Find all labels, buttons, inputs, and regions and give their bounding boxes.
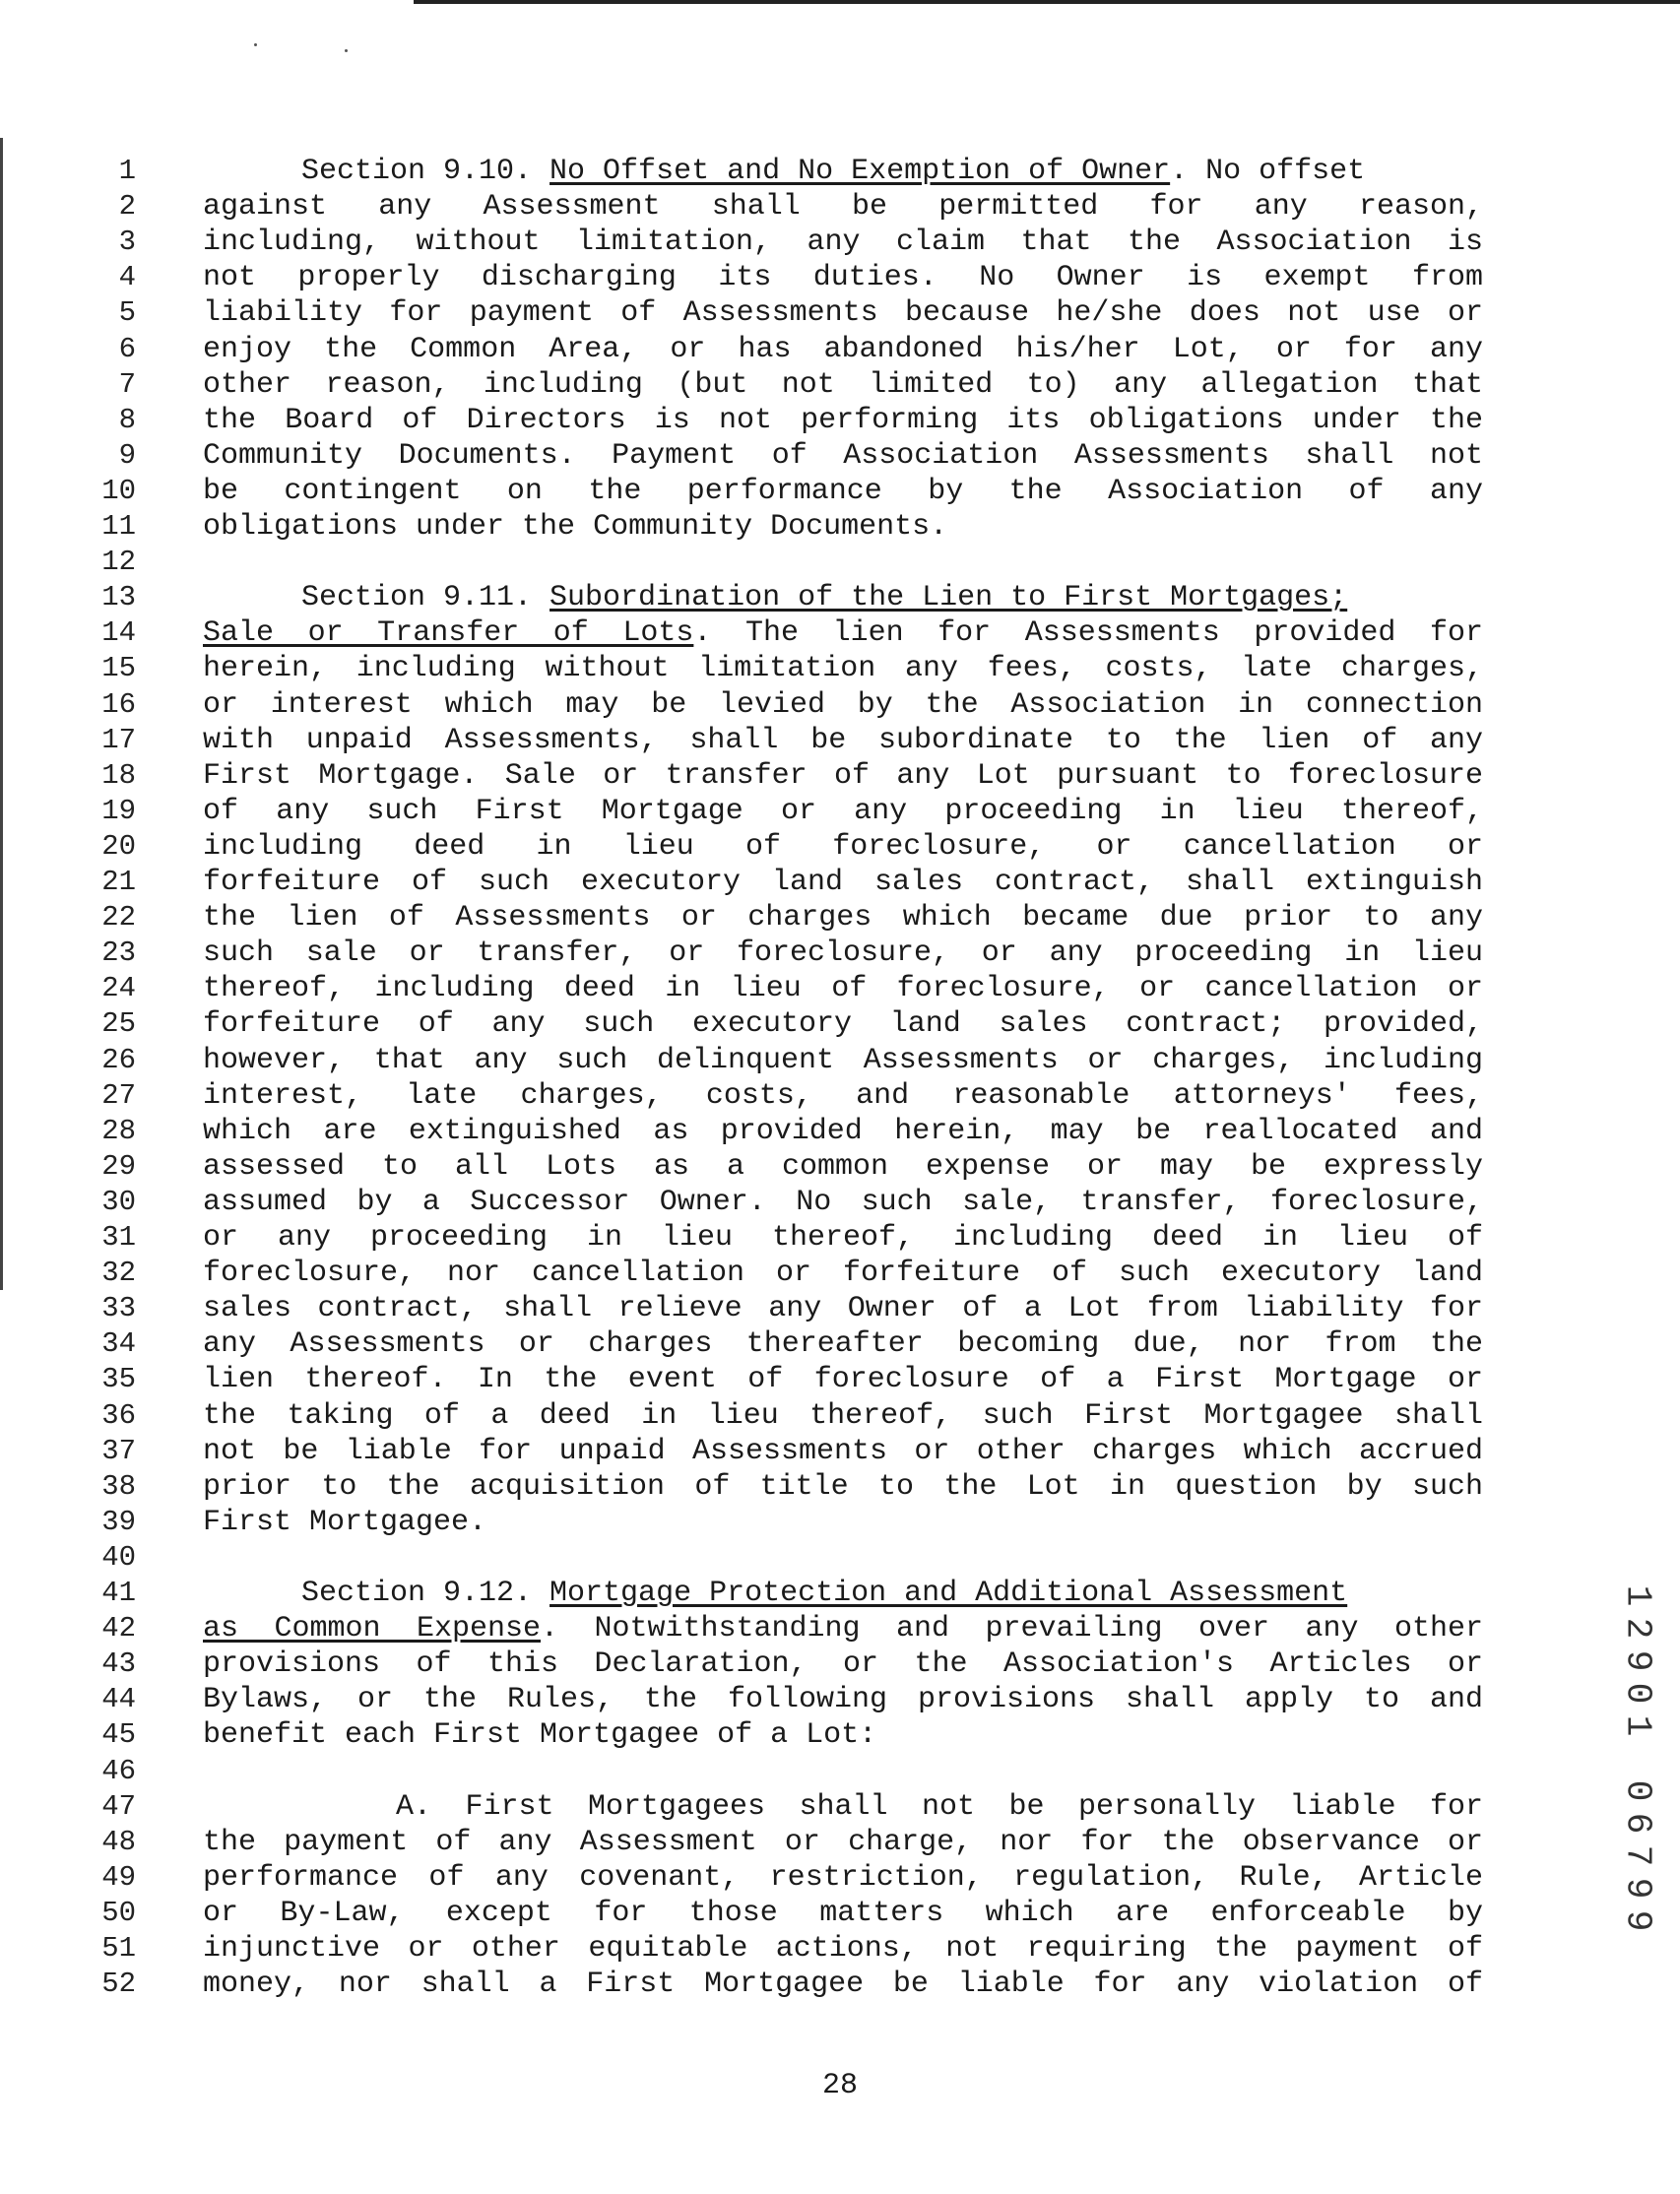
line-number: 3 [118, 226, 136, 259]
document-line [0, 1717, 1680, 1753]
line-text: assumed by a Successor Owner. No such sale, transfer, foreclosure, [203, 1185, 1483, 1219]
line-number: 24 [101, 972, 136, 1005]
line-text: assessed to all Lots as a common expense or may be expressly [203, 1149, 1483, 1184]
line-text: performance of any covenant, restriction, regulation, Rule, Article [203, 1860, 1483, 1895]
line-text: herein, including without limitation any fees, costs, late charges, [203, 652, 1483, 686]
line-segment: Section 9.12. [301, 1577, 550, 1610]
line-number: 17 [101, 723, 136, 756]
line-number: 41 [101, 1577, 136, 1609]
line-text: the Board of Directors is not performing its obligations under the [203, 403, 1483, 437]
line-text: the taking of a deed in lieu thereof, such First Mortgagee shall [203, 1398, 1483, 1433]
document-line [0, 1362, 1680, 1397]
document-line [0, 900, 1680, 936]
line-number: 25 [101, 1007, 136, 1041]
line-number: 31 [101, 1221, 136, 1254]
section-heading: Subordination of the Lien to First Mortgages; [549, 581, 1348, 615]
document-line [0, 723, 1680, 758]
line-number: 29 [101, 1149, 136, 1183]
section-heading: Sale or Transfer of Lots [203, 616, 694, 651]
line-number: 34 [101, 1327, 136, 1361]
document-line [0, 438, 1680, 474]
document-line [0, 1540, 1680, 1576]
document-line [0, 1291, 1680, 1326]
line-text: provisions of this Declaration, or the Association's Articles or [203, 1647, 1483, 1682]
document-line [0, 474, 1680, 509]
line-text: which are extinguished as provided herein, may be reallocated and [203, 1114, 1483, 1148]
document-line [0, 1789, 1680, 1825]
document-line [0, 1149, 1680, 1185]
line-number: 13 [101, 581, 136, 614]
document-line [0, 758, 1680, 794]
document-line [0, 225, 1680, 260]
line-text: of any such First Mortgage or any proceeding in lieu thereof, [203, 794, 1483, 828]
line-number: 46 [101, 1754, 136, 1787]
line-number: 19 [101, 794, 136, 827]
line-text [203, 1611, 1483, 1646]
scan-speck [345, 49, 348, 52]
line-number: 37 [101, 1434, 136, 1467]
document-line [0, 260, 1680, 295]
line-text: lien thereof. In the event of foreclosure of a First Mortgage or [203, 1363, 1483, 1397]
line-number: 22 [101, 901, 136, 935]
document-line [0, 1434, 1680, 1469]
line-text: not properly discharging its duties. No Owner is exempt from [203, 261, 1483, 295]
line-number: 50 [101, 1896, 136, 1929]
line-number: 40 [101, 1540, 136, 1574]
line-text [301, 580, 1483, 615]
document-line [0, 651, 1680, 686]
line-text: the payment of any Assessment or charge, nor for the observance or [203, 1825, 1483, 1859]
document-line [0, 829, 1680, 865]
line-segment: . The lien for Assessments provided for [693, 616, 1483, 651]
document-line [0, 1860, 1680, 1896]
document-line [0, 1505, 1680, 1540]
line-number: 36 [101, 1398, 136, 1432]
document-line [0, 580, 1680, 615]
line-number: 8 [118, 403, 136, 436]
document-line [0, 1469, 1680, 1505]
line-text: not be liable for unpaid Assessments or other charges which accrued [203, 1434, 1483, 1468]
line-number: 45 [101, 1718, 136, 1752]
line-text: liability for payment of Assessments because he/she does not use or [203, 296, 1483, 331]
line-number: 33 [101, 1292, 136, 1325]
line-text: or By-Law, except for those matters which are enforceable by [203, 1896, 1483, 1930]
document-line [0, 615, 1680, 651]
line-number: 28 [101, 1114, 136, 1147]
line-text: forfeiture of such executory land sales contract, shall extinguish [203, 866, 1483, 899]
line-number: 32 [101, 1257, 136, 1290]
document-line [0, 1967, 1680, 2002]
document-line [0, 936, 1680, 971]
line-segment: . Notwithstanding and prevailing over any other [541, 1612, 1483, 1646]
document-line [0, 794, 1680, 829]
line-number: 27 [101, 1078, 136, 1112]
line-text: with unpaid Assessments, shall be subordinate to the lien of any [203, 723, 1483, 757]
document-line [0, 1006, 1680, 1042]
line-segment: . No offset [1170, 155, 1366, 188]
line-text: First Mortgage. Sale or transfer of any Lot pursuant to foreclosure [203, 758, 1483, 793]
document-line [0, 509, 1680, 545]
line-number: 15 [101, 652, 136, 685]
document-line [0, 403, 1680, 438]
section-heading: No Offset and No Exemption of Owner [549, 155, 1171, 188]
line-text [301, 154, 1483, 189]
line-number: 6 [118, 332, 136, 365]
line-text: Bylaws, or the Rules, the following provisions shall apply to and [203, 1683, 1483, 1717]
line-number: 30 [101, 1185, 136, 1218]
line-text: benefit each First Mortgagee of a Lot: [203, 1718, 877, 1753]
line-text: or any proceeding in lieu thereof, including deed in lieu of [203, 1221, 1483, 1255]
page-number: 28 [821, 2069, 858, 2102]
document-line [0, 1825, 1680, 1860]
line-number: 7 [118, 367, 136, 401]
document-line [0, 1043, 1680, 1078]
line-text: be contingent on the performance by the Association of any [203, 474, 1483, 508]
line-text: any Assessments or charges thereafter becoming due, nor from the [203, 1327, 1483, 1362]
line-text: obligations under the Community Documents. [203, 510, 948, 544]
line-number: 42 [101, 1612, 136, 1646]
document-line [0, 1256, 1680, 1291]
line-number: 14 [101, 616, 136, 650]
line-text: other reason, including (but not limited to) any allegation that [203, 367, 1483, 402]
document-line [0, 971, 1680, 1006]
document-line [0, 1896, 1680, 1931]
line-number: 11 [101, 510, 136, 543]
document-line [0, 1576, 1680, 1611]
line-number: 51 [101, 1932, 136, 1965]
line-number: 21 [101, 866, 136, 898]
line-text: including, without limitation, any claim that the Association is [203, 226, 1483, 260]
line-number: 12 [101, 546, 136, 579]
recording-stamp: 1 2 9 0 1 0 6 7 9 9 [1617, 1584, 1658, 1932]
line-text: prior to the acquisition of title to the Lot in question by such [203, 1469, 1483, 1504]
line-number: 44 [101, 1683, 136, 1716]
line-number: 9 [118, 438, 136, 472]
line-number: 4 [118, 261, 136, 294]
document-line [0, 367, 1680, 403]
line-number: 35 [101, 1363, 136, 1396]
line-text: such sale or transfer, or foreclosure, or any proceeding in lieu [203, 936, 1483, 971]
document-line [0, 332, 1680, 367]
line-number: 38 [101, 1469, 136, 1503]
line-number: 1 [118, 155, 136, 187]
line-number: 49 [101, 1860, 136, 1894]
line-text: foreclosure, nor cancellation or forfeiture of such executory land [203, 1257, 1483, 1291]
line-segment: Section 9.10. [301, 155, 550, 188]
line-number: 26 [101, 1043, 136, 1076]
scan-top-edge [414, 0, 1680, 4]
line-number: 39 [101, 1505, 136, 1538]
document-line [0, 1185, 1680, 1220]
line-number: 5 [118, 296, 136, 330]
line-text: A. First Mortgagees shall not be personally liable for [396, 1789, 1483, 1824]
document-line [0, 154, 1680, 189]
line-number: 43 [101, 1647, 136, 1681]
line-segment: Section 9.11. [301, 581, 550, 615]
line-text: enjoy the Common Area, or has abandoned his/her Lot, or for any [203, 332, 1483, 366]
line-text [301, 1576, 1483, 1611]
line-text: Community Documents. Payment of Association Assessments shall not [203, 438, 1483, 473]
document-line [0, 1220, 1680, 1256]
line-number: 16 [101, 687, 136, 721]
document-line [0, 1682, 1680, 1717]
document-line [0, 1754, 1680, 1789]
line-number: 20 [101, 829, 136, 863]
document-line [0, 1398, 1680, 1434]
line-number: 48 [101, 1825, 136, 1858]
line-text: the lien of Assessments or charges which became due prior to any [203, 901, 1483, 936]
document-line [0, 189, 1680, 225]
document-line [0, 295, 1680, 331]
line-number: 23 [101, 936, 136, 970]
document-line [0, 1611, 1680, 1646]
line-text: thereof, including deed in lieu of foreclosure, or cancellation or [203, 972, 1483, 1006]
line-text: sales contract, shall relieve any Owner of a Lot from liability for [203, 1292, 1483, 1326]
document-line [0, 687, 1680, 723]
document-line [0, 1326, 1680, 1362]
scan-speck [254, 43, 257, 46]
line-text: including deed in lieu of foreclosure, or cancellation or [203, 829, 1483, 864]
document-line [0, 1931, 1680, 1967]
line-number: 2 [118, 190, 136, 224]
document-line [0, 545, 1680, 580]
line-text: or interest which may be levied by the Association in connection [203, 687, 1483, 722]
line-text: money, nor shall a First Mortgagee be liable for any violation of [203, 1968, 1483, 2002]
line-text: interest, late charges, costs, and reasonable attorneys' fees, [203, 1078, 1483, 1113]
section-heading: Mortgage Protection and Additional Assessment [549, 1577, 1348, 1610]
line-text: however, that any such delinquent Assessments or charges, including [203, 1043, 1483, 1077]
document-line [0, 1114, 1680, 1149]
line-number: 18 [101, 758, 136, 792]
line-text [203, 615, 1483, 651]
line-number: 52 [101, 1968, 136, 2001]
document-line [0, 1646, 1680, 1682]
document-line [0, 1078, 1680, 1114]
line-number: 10 [101, 474, 136, 507]
line-text: forfeiture of any such executory land sales contract; provided, [203, 1007, 1483, 1042]
section-heading: as Common Expense [203, 1612, 541, 1646]
line-number: 47 [101, 1789, 136, 1823]
line-text: injunctive or other equitable actions, not requiring the payment of [203, 1932, 1483, 1966]
line-text: First Mortgagee. [203, 1505, 487, 1539]
document-line [0, 865, 1680, 900]
line-text: against any Assessment shall be permitted for any reason, [203, 190, 1483, 225]
